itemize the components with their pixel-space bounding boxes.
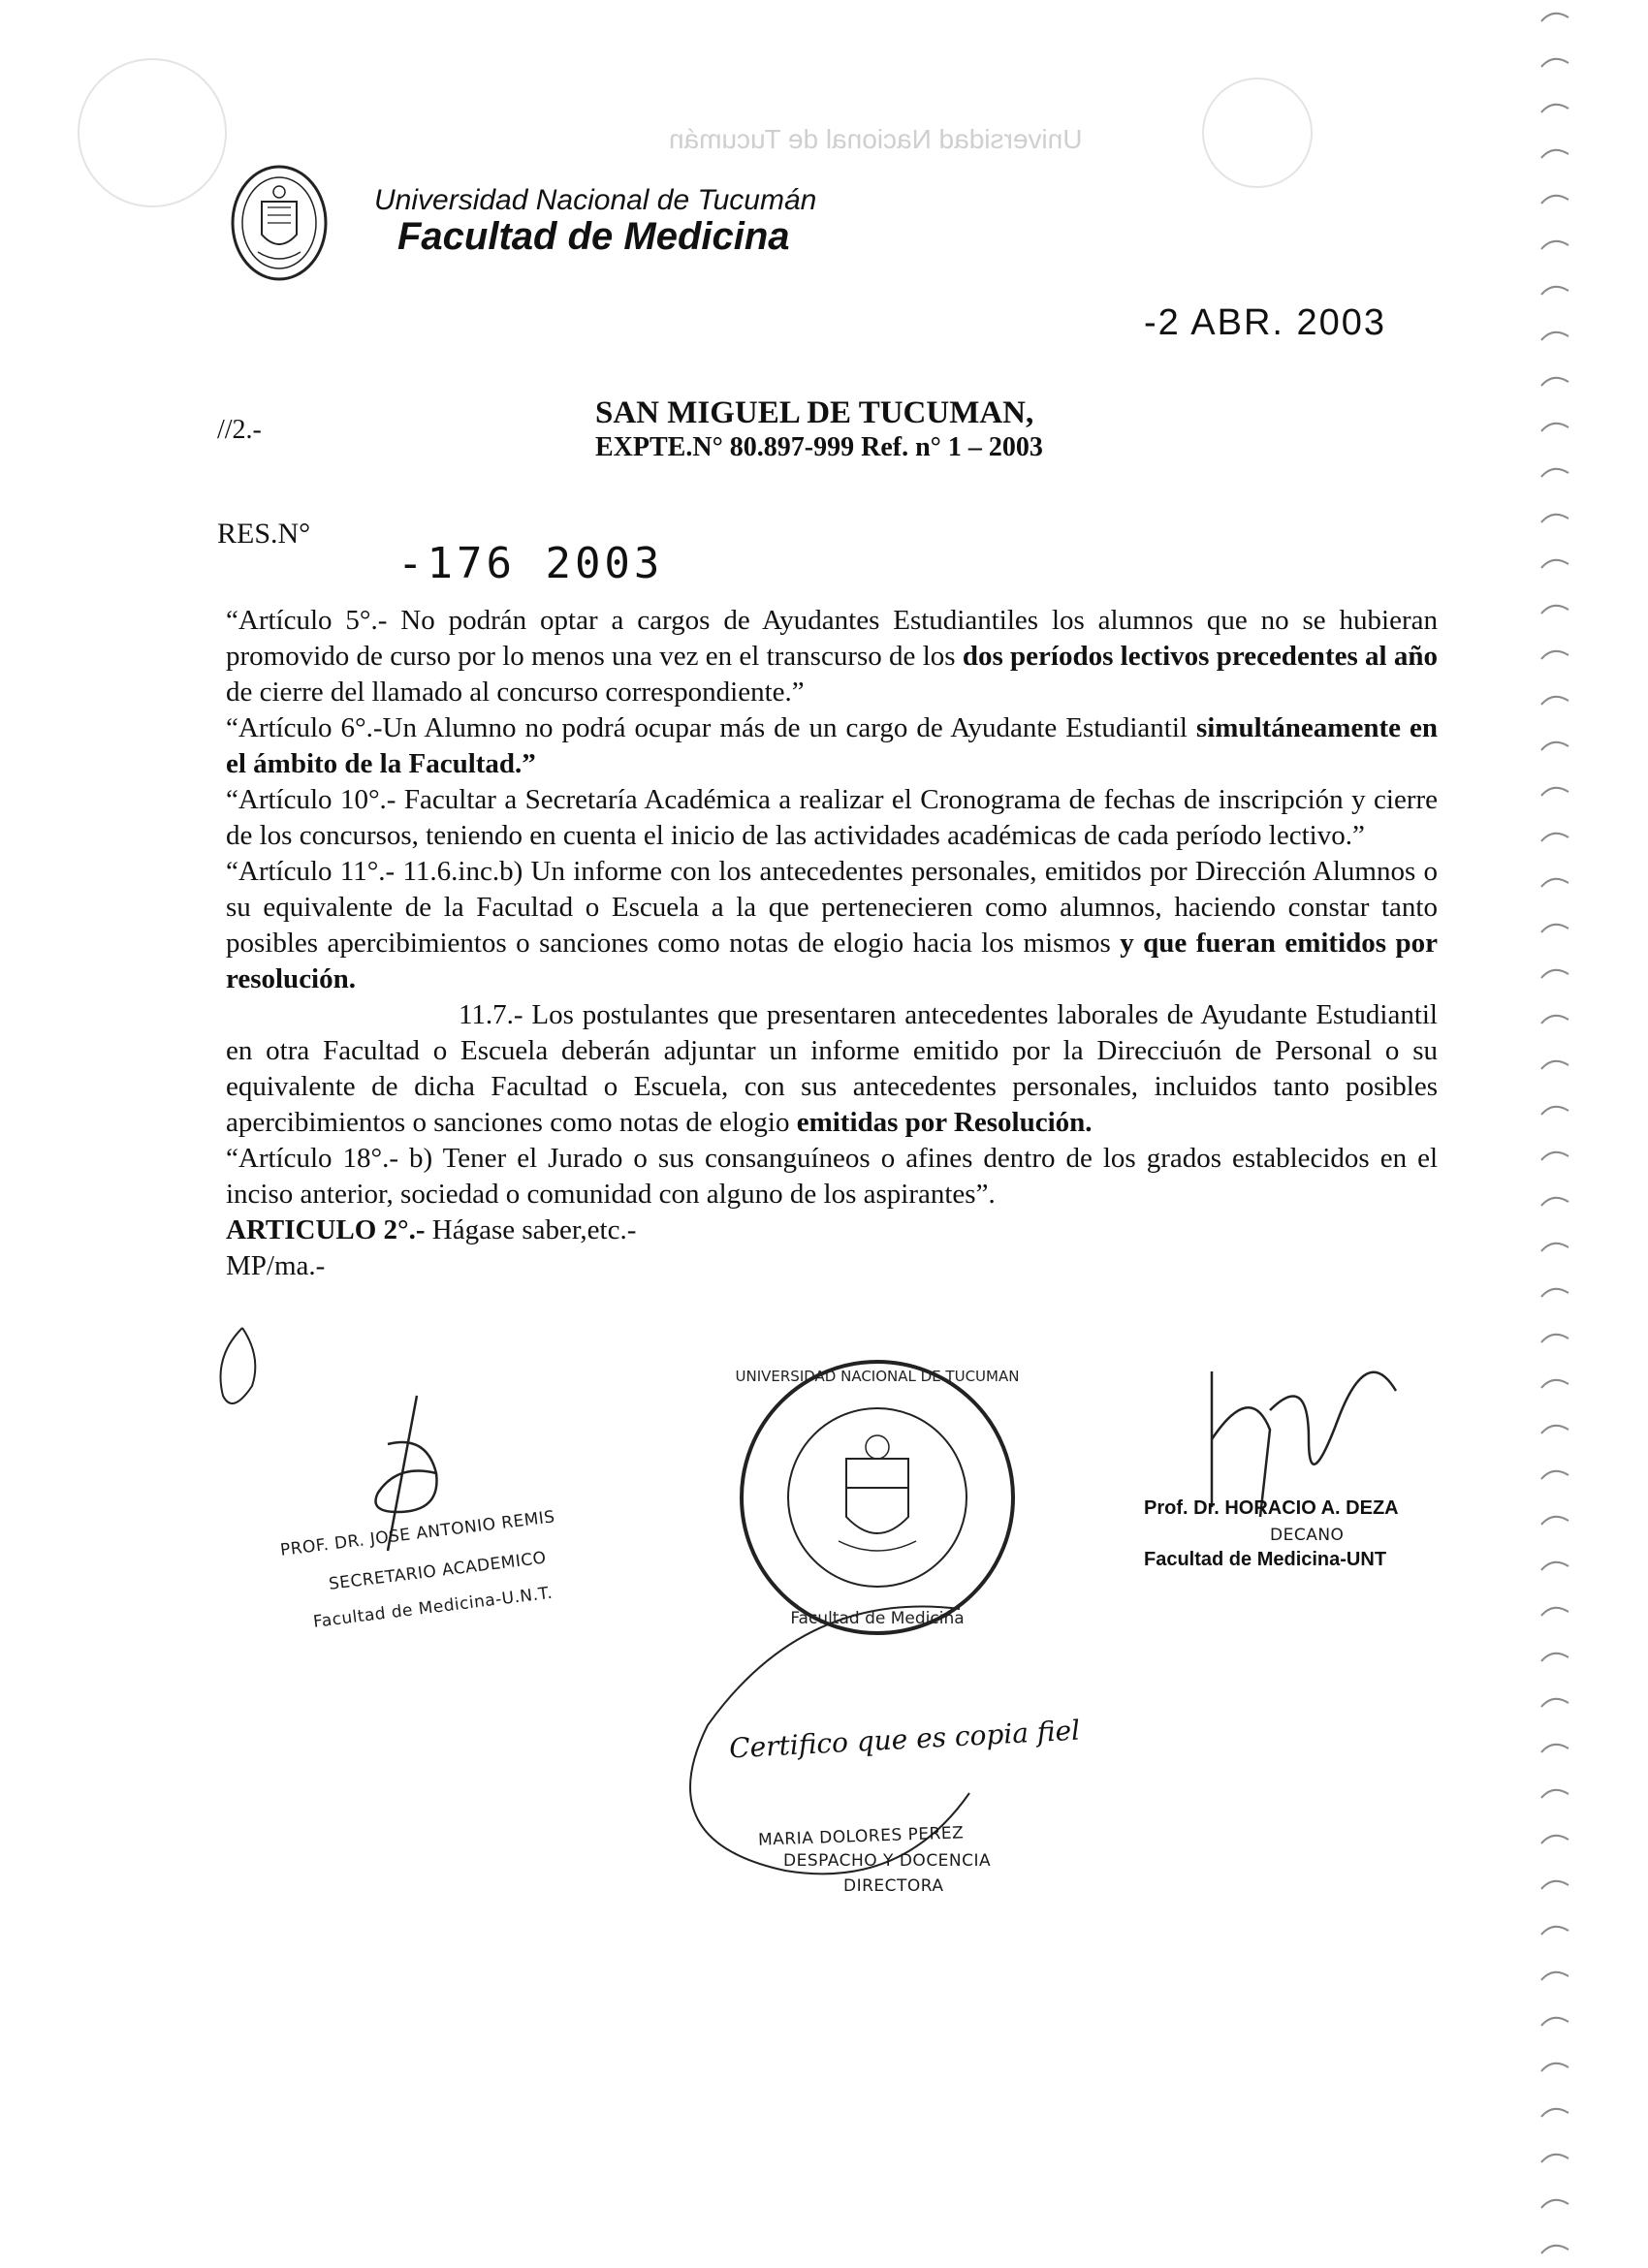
left-signature-scribble: [349, 1386, 465, 1585]
article-2-label: ARTICULO 2°.-: [226, 1214, 426, 1245]
binding-hook: [1541, 196, 1569, 204]
binding-hook: [1541, 1608, 1569, 1616]
binding-hook: [1541, 105, 1569, 112]
binding-hook: [1541, 1972, 1569, 1980]
binding-hook: [1541, 2155, 1569, 2162]
article-6: [226, 710, 1438, 782]
article-5: [226, 603, 1438, 710]
binding-hook: [1541, 287, 1569, 295]
binding-hook: [1541, 1289, 1569, 1297]
article-2: [226, 1213, 1438, 1248]
left-signatory-org: Facultad de Medicina-U.N.T.: [312, 1583, 555, 1632]
seal-bottom-text: Facultad de Medicina: [790, 1609, 965, 1628]
article-11-7-bold: emitidas por Resolución.: [796, 1107, 1093, 1138]
article-2-text: Hágase saber,etc.-: [425, 1214, 637, 1245]
binding-hook: [1541, 1699, 1569, 1707]
binding-hook: [1541, 606, 1569, 614]
university-crest-icon: [229, 163, 330, 288]
binding-hook: [1541, 2200, 1569, 2208]
article-11-bold: y que fueran emitidos por resolución.: [226, 928, 1438, 994]
article-11-text: “Artículo 11°.- 11.6.inc.b) Un informe con los antecedentes personales, emitidos por Dirección Alumnos o su equivalente de la Facultad o Escuela a la que pertenecieren como alumnos, haciendo constar tanto posibles apercibimientos o sanciones como notas de elogio hacia los mismos: [226, 856, 1438, 959]
article-6-text: “Artículo 6°.-Un Alumno no podrá ocupar más de un cargo de Ayudante Estudiantil: [226, 712, 1196, 743]
binding-hook: [1541, 879, 1569, 887]
bleed-through-header: Universidad Nacional de Tucumán: [669, 124, 1083, 154]
binding-hook: [1541, 1061, 1569, 1069]
article-11-7-text: 11.7.- Los postulantes que presentaren antecedentes laborales de Ayudante Estudiantil en otra Facultad o Escuela deberán adjuntar un informe emitido por la Direcciuón de Personal o su equivalente de dicha Facultad o Escuela, con sus antecedentes personales, incluidos tanto posibles apercibimientos o sanciones como notas de elogio: [226, 999, 1438, 1138]
expediente-line: EXPTE.N° 80.897-999 Ref. n° 1 – 2003: [595, 432, 1043, 462]
binding-hook: [1541, 834, 1569, 841]
right-signatory-org: Facultad de Medicina-UNT: [1144, 1549, 1387, 1570]
university-name: Universidad Nacional de Tucumán: [374, 184, 817, 216]
initials-scribble: [204, 1318, 291, 1430]
resolution-number: -176 2003: [397, 539, 664, 588]
certification-role: DESPACHO Y DOCENCIA: [783, 1851, 992, 1871]
binding-hook: [1541, 1790, 1569, 1798]
binding-hook: [1541, 697, 1569, 705]
binding-hook: [1541, 2063, 1569, 2071]
article-5-bold: dos períodos lectivos precedentes al año: [962, 641, 1438, 672]
binding-hook: [1541, 1426, 1569, 1433]
article-18: “Artículo 18°.- b) Tener el Jurado o sus consanguíneos o afines dentro de los grados establecidos en el inciso anterior, sociedad o comunidad con alguno de los aspirantes”.: [226, 1143, 1438, 1210]
binding-hook: [1541, 14, 1569, 21]
binding-hook: [1541, 1107, 1569, 1115]
certification-title: DIRECTORA: [843, 1876, 944, 1896]
binding-hook: [1541, 560, 1569, 568]
binding-hook: [1541, 1745, 1569, 1752]
binding-hook: [1541, 1244, 1569, 1251]
binding-hook: [1541, 515, 1569, 522]
resolution-label: RES.N°: [217, 518, 311, 550]
city-line: SAN MIGUEL DE TUCUMAN,: [595, 395, 1034, 430]
article-11: [226, 854, 1438, 997]
right-signatory-name: Prof. Dr. HORACIO A. DEZA: [1144, 1497, 1399, 1519]
bleed-through-seal-right: [1202, 78, 1313, 188]
binding-hook: [1541, 651, 1569, 659]
binding-hook: [1541, 2246, 1569, 2253]
article-6-bold: simultáneamente en el ámbito de la Facultad.”: [226, 712, 1438, 779]
binding-hook: [1541, 1654, 1569, 1661]
article-11-7: [226, 997, 1438, 1141]
binding-hook: [1541, 469, 1569, 477]
binding-hook: [1541, 1881, 1569, 1889]
left-signatory-name: PROF. DR. JOSE ANTONIO REMIS: [279, 1507, 556, 1560]
article-5-tail: de cierre del llamado al concurso correspondiente.”: [226, 677, 805, 708]
faculty-name: Facultad de Medicina: [397, 215, 790, 258]
binding-hook: [1541, 1927, 1569, 1935]
binding-hook: [1541, 424, 1569, 431]
certification-handwritten: Certifico que es copia fiel: [728, 1714, 1081, 1765]
initials: MP/ma.-: [226, 1250, 326, 1281]
binding-hook: [1541, 59, 1569, 67]
binding-hook: [1541, 150, 1569, 158]
seal-top-text: UNIVERSIDAD NACIONAL DE TUCUMAN: [735, 1368, 1020, 1385]
binding-hook: [1541, 1517, 1569, 1525]
page-mark: //2.-: [217, 415, 262, 445]
binding-hook: [1541, 1562, 1569, 1570]
binding-hook: [1541, 1471, 1569, 1479]
article-5-text: “Artículo 5°.- No podrán optar a cargos de Ayudantes Estudiantiles los alumnos que no se hubieran promovido de curso por lo menos una vez en el transcurso de los: [226, 605, 1438, 672]
binding-hook: [1541, 742, 1569, 750]
binding-hook: [1541, 2018, 1569, 2026]
binding-hook: [1541, 1198, 1569, 1206]
binding-hook: [1541, 332, 1569, 340]
binding-hook: [1541, 241, 1569, 249]
bleed-through-seal: [78, 58, 227, 207]
date-stamp: -2 ABR. 2003: [1144, 302, 1387, 343]
right-signatory-role: DECANO: [1270, 1526, 1345, 1545]
binding-hook: [1541, 378, 1569, 386]
binding-hook: [1541, 1152, 1569, 1160]
binding-hook: [1541, 970, 1569, 978]
binding-hook: [1541, 1380, 1569, 1388]
certification-name: MARIA DOLORES PEREZ: [757, 1823, 965, 1850]
binding-hook: [1541, 1335, 1569, 1342]
left-signatory-role: SECRETARIO ACADEMICO: [328, 1548, 548, 1594]
articles-body: [226, 603, 1438, 1284]
binding-hook: [1541, 1836, 1569, 1843]
binding-hook: [1541, 2109, 1569, 2117]
binding-hook: [1541, 925, 1569, 932]
binding-hook: [1541, 1016, 1569, 1024]
article-10: “Artículo 10°.- Facultar a Secretaría Académica a realizar el Cronograma de fechas de inscripción y cierre de los concursos, teniendo en cuenta el inicio de las actividades académicas de cada período lectivo.”: [226, 784, 1438, 851]
binding-marks: [1532, 0, 1590, 2268]
binding-hook: [1541, 788, 1569, 796]
